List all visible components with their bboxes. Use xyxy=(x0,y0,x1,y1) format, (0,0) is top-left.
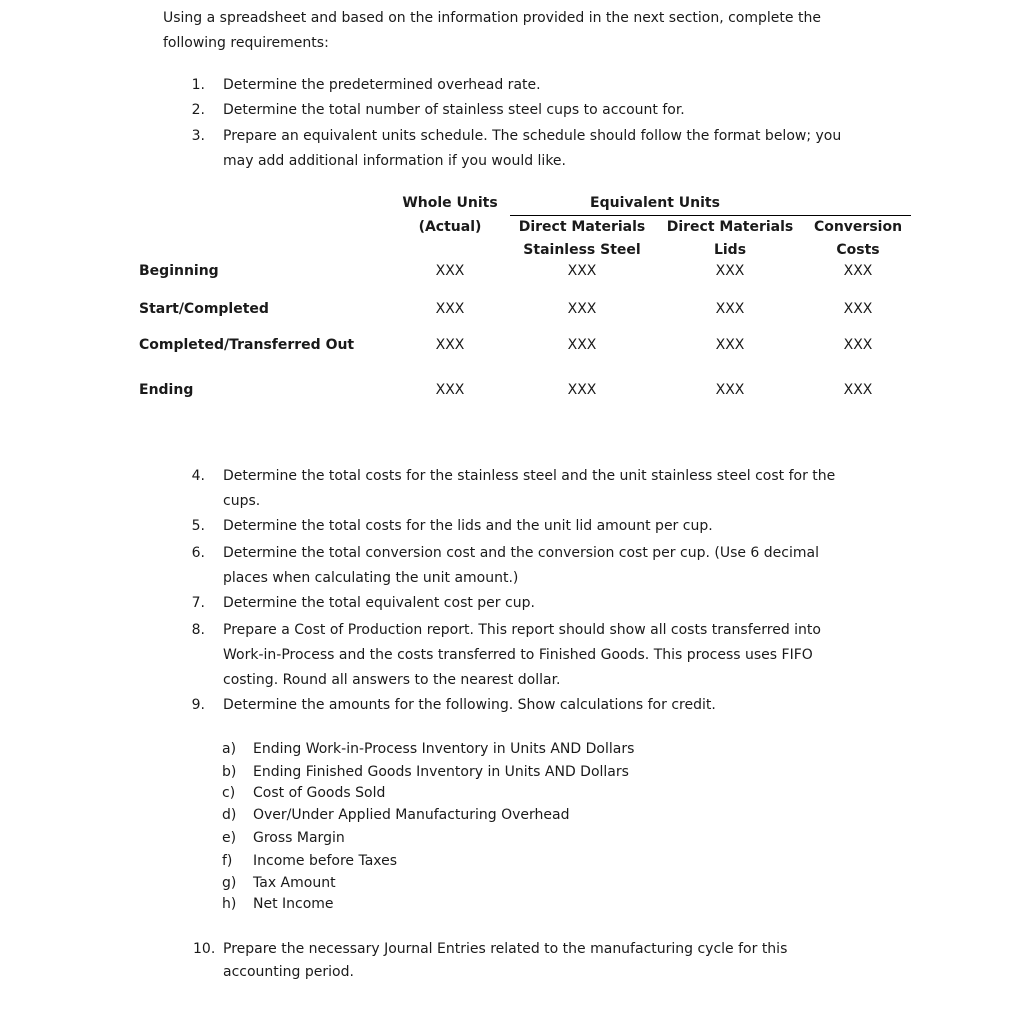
req-5-number: 5. xyxy=(191,518,205,534)
req-1-number: 1. xyxy=(191,77,205,93)
intro-line-2: following requirements: xyxy=(163,35,329,51)
subitem-f-text: Income before Taxes xyxy=(253,853,398,869)
row-label-ending: Ending xyxy=(139,382,194,398)
req-2-text: Determine the total number of stainless steel cups to account for. xyxy=(223,102,685,118)
req-10-text-line-2: accounting period. xyxy=(223,964,354,980)
cell-beginning-steel: XXX xyxy=(567,263,597,279)
subitem-b-text: Ending Finished Goods Inventory in Units AND Dollars xyxy=(253,764,629,780)
subitem-e-text: Gross Margin xyxy=(253,830,345,846)
cell-completed-transferred-steel: XXX xyxy=(567,337,597,353)
req-2-number: 2. xyxy=(191,102,205,118)
req-8-text-line-1: Prepare a Cost of Production report. This report should show all costs transferred into xyxy=(223,622,821,638)
req-7-number: 7. xyxy=(191,595,205,611)
header-conversion-line-2: Costs xyxy=(836,242,880,258)
row-label-completed-transferred: Completed/Transferred Out xyxy=(139,337,355,353)
subitem-h-text: Net Income xyxy=(253,896,334,912)
req-4-text-line-2: cups. xyxy=(223,493,261,509)
subitem-a-letter: a) xyxy=(222,741,237,757)
req-8-number: 8. xyxy=(191,622,205,638)
cell-beginning-whole: XXX xyxy=(435,263,465,279)
subitem-e-letter: e) xyxy=(222,830,237,846)
subitem-g-text: Tax Amount xyxy=(253,875,336,891)
req-6-number: 6. xyxy=(191,545,205,561)
subitem-a-text: Ending Work-in-Process Inventory in Units AND Dollars xyxy=(253,741,635,757)
subitem-c-text: Cost of Goods Sold xyxy=(253,785,386,801)
cell-start-completed-whole: XXX xyxy=(435,301,465,317)
cell-beginning-conversion: XXX xyxy=(843,263,873,279)
header-dm-lids-line-2: Lids xyxy=(713,242,747,258)
cell-ending-lids: XXX xyxy=(715,382,745,398)
req-8-text-line-3: costing. Round all answers to the nearest dollar. xyxy=(223,672,561,688)
cell-start-completed-conversion: XXX xyxy=(843,301,873,317)
header-conversion-line-1: Conversion xyxy=(813,219,903,235)
header-whole-units-actual: (Actual) xyxy=(418,219,482,235)
req-7-text: Determine the total equivalent cost per cup. xyxy=(223,595,535,611)
cell-start-completed-steel: XXX xyxy=(567,301,597,317)
subitem-c-letter: c) xyxy=(222,785,236,801)
cell-completed-transferred-conversion: XXX xyxy=(843,337,873,353)
header-dm-steel-line-2: Stainless Steel xyxy=(523,242,641,258)
cell-start-completed-lids: XXX xyxy=(715,301,745,317)
req-3-text-line-2: may add additional information if you would like. xyxy=(223,153,566,169)
cell-ending-conversion: XXX xyxy=(843,382,873,398)
subitem-d-letter: d) xyxy=(222,807,237,823)
cell-beginning-lids: XXX xyxy=(715,263,745,279)
subitem-g-letter: g) xyxy=(222,875,237,891)
req-5-text: Determine the total costs for the lids and the unit lid amount per cup. xyxy=(223,518,713,534)
cell-completed-transferred-lids: XXX xyxy=(715,337,745,353)
req-4-text-line-1: Determine the total costs for the stainless steel and the unit stainless steel cost for the xyxy=(223,468,836,484)
subitem-h-letter: h) xyxy=(222,896,237,912)
header-whole-units: Whole Units xyxy=(402,195,498,211)
req-9-text: Determine the amounts for the following. Show calculations for credit. xyxy=(223,697,716,713)
subitem-f-letter: f) xyxy=(222,853,233,869)
row-label-beginning: Beginning xyxy=(139,263,219,279)
req-4-number: 4. xyxy=(191,468,205,484)
req-6-text-line-1: Determine the total conversion cost and the conversion cost per cup. (Use 6 decimal xyxy=(223,545,819,561)
subitem-b-letter: b) xyxy=(222,764,237,780)
subitem-d-text: Over/Under Applied Manufacturing Overhead xyxy=(253,807,570,823)
intro-line-1: Using a spreadsheet and based on the information provided in the next section, complete the xyxy=(163,10,821,26)
req-10-text-line-1: Prepare the necessary Journal Entries related to the manufacturing cycle for this xyxy=(223,941,788,957)
row-label-start-completed: Start/Completed xyxy=(139,301,269,317)
cell-ending-steel: XXX xyxy=(567,382,597,398)
req-3-text-line-1: Prepare an equivalent units schedule. The schedule should follow the format below; you xyxy=(223,128,842,144)
req-6-text-line-2: places when calculating the unit amount.) xyxy=(223,570,519,586)
header-equivalent-units: Equivalent Units xyxy=(590,195,720,211)
req-1-text: Determine the predetermined overhead rate. xyxy=(223,77,541,93)
cell-ending-whole: XXX xyxy=(435,382,465,398)
req-8-text-line-2: Work-in-Process and the costs transferred to Finished Goods. This process uses FIFO xyxy=(223,647,813,663)
header-underline xyxy=(510,215,911,216)
header-dm-lids-line-1: Direct Materials xyxy=(666,219,794,235)
req-10-number: 10. xyxy=(193,941,216,957)
req-3-number: 3. xyxy=(191,128,205,144)
header-dm-steel-line-1: Direct Materials xyxy=(518,219,646,235)
cell-completed-transferred-whole: XXX xyxy=(435,337,465,353)
req-9-number: 9. xyxy=(191,697,205,713)
